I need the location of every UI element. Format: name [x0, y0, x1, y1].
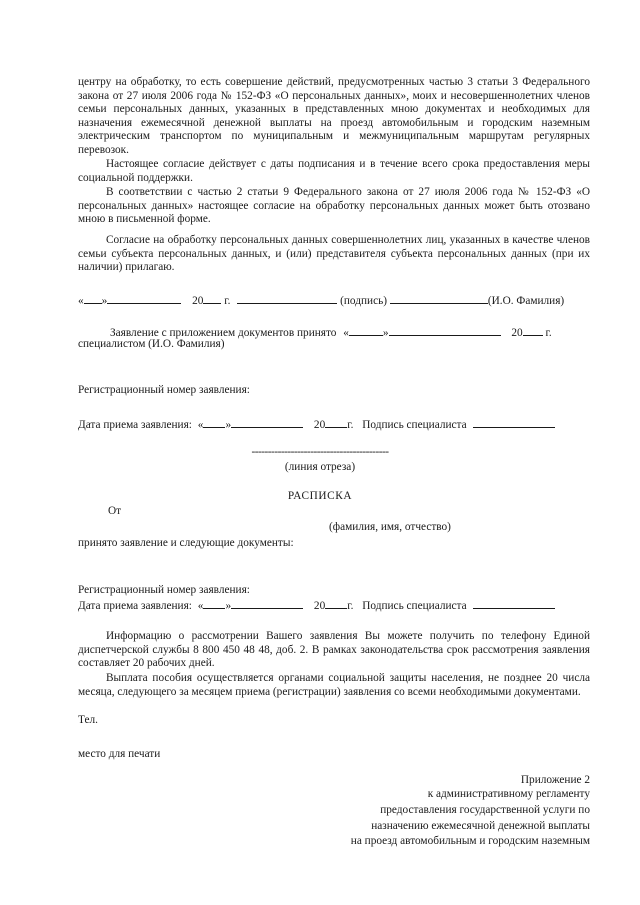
acceptance-specialist: специалистом (И.О. Фамилия): [78, 338, 225, 350]
receipt-registration-number-label: Регистрационный номер заявления:: [78, 584, 250, 596]
year-suffix: г.: [347, 600, 354, 612]
month-blank: [231, 597, 303, 609]
year-blank: [325, 597, 347, 609]
signature-label: (подпись): [340, 295, 388, 307]
year-prefix: 20: [313, 419, 326, 431]
quote-open: «: [197, 600, 204, 612]
appendix-line-5: на проезд автомобильным и городским наземным: [350, 835, 590, 847]
year-blank: [523, 324, 543, 336]
year-suffix: г.: [545, 327, 552, 339]
quote-close: »: [382, 327, 389, 339]
specialist-signature-label: Подпись специалиста: [362, 600, 467, 612]
appendix-line-4: назначению ежемесячной денежной выплаты: [371, 820, 590, 832]
registration-number-label: Регистрационный номер заявления:: [78, 384, 250, 396]
year-prefix: 20: [313, 600, 326, 612]
consent-paragraph-adults: Согласие на обработку персональных данных совершеннолетних лиц, указанных в качестве членов семьи субъекта персональных данных, и (или) представителя субъекта персональных данных (при их наличии) прилагаю.: [78, 234, 590, 274]
acceptance-text: Заявление с приложением документов принято: [110, 327, 337, 339]
receipt-phone-label: Тел.: [78, 714, 98, 726]
specialist-signature-blank: [473, 416, 555, 428]
specialist-signature-label: Подпись специалиста: [362, 419, 467, 431]
receipt-date-line: [78, 597, 590, 614]
quote-close: »: [225, 600, 232, 612]
day-blank: [203, 416, 225, 428]
day-blank: [84, 292, 102, 304]
appendix-line-1: Приложение 2: [520, 774, 590, 786]
specialist-signature-blank: [473, 597, 555, 609]
year-blank: [325, 416, 347, 428]
day-blank: [349, 324, 383, 336]
year-blank: [203, 292, 221, 304]
signature-blank: [237, 292, 337, 304]
name-label: (И.О. Фамилия): [487, 295, 565, 307]
receipt-fio-label: (фамилия, имя, отчество): [329, 521, 451, 533]
year-prefix: 20: [511, 327, 523, 339]
receipt-title: РАСПИСКА: [287, 490, 353, 502]
quote-open: «: [197, 419, 204, 431]
receipt-from-label: От: [108, 505, 122, 517]
consent-paragraph-validity: Настоящее согласие действует с даты подписания и в течение всего срока предоставления меры социальной поддержки.: [78, 158, 590, 184]
year-suffix: г.: [347, 419, 354, 431]
day-blank: [203, 597, 225, 609]
quote-close: »: [225, 419, 232, 431]
quote-close: »: [101, 295, 108, 307]
date-label: Дата приема заявления:: [78, 600, 192, 612]
name-blank: [390, 292, 488, 304]
year-suffix: г.: [224, 295, 231, 307]
appendix-line-2: к административному регламенту: [427, 788, 590, 800]
signature-line: [78, 292, 590, 309]
year-prefix: 20: [192, 295, 204, 307]
month-blank: [231, 416, 303, 428]
month-blank: [389, 324, 501, 336]
month-blank: [107, 292, 181, 304]
registration-date-line: [78, 416, 590, 433]
receipt-accepted-docs: принято заявление и следующие документы:: [78, 537, 294, 549]
consent-paragraph-revocation: В соответствии с частью 2 статьи 9 Федерального закона от 27 июля 2006 года № 152-ФЗ «О персональных данных» настоящее согласие на обработку персональных данных может быть отозвано мною в письменной форме.: [78, 186, 590, 226]
quote-open: «: [343, 327, 349, 339]
cut-line-label: (линия отреза): [284, 461, 356, 473]
cut-line: ------------------------------------------: [251, 446, 389, 458]
consent-paragraph-continuation: центру на обработку, то есть совершение действий, предусмотренных частью 3 статьи 3 Федерального закона от 27 июля 2006 года № 152-ФЗ «О персональных данных», моих и несовершеннолетних членов семьи персональных данных, указанных в представленных мною документах и необходимых для назначения ежемесячной денежной выплаты на проезд автомобильным и городским наземным электрическим транспортом по муниципальным и межмуниципальным маршрутам регулярных перевозок.: [78, 76, 590, 156]
date-label: Дата приема заявления:: [78, 419, 192, 431]
receipt-payment-paragraph: Выплата пособия осуществляется органами социальной защиты населения, не позднее 20 числа месяца, следующего за месяцем приема (регистрации) заявления со всеми необходимыми документами.: [78, 672, 590, 698]
quote-open: «: [78, 295, 84, 307]
receipt-info-paragraph: Информацию о рассмотрении Вашего заявления Вы можете получить по телефону Единой диспетчерской службы 8 800 450 48 48, доб. 2. В рамках законодательства срок рассмотрения заявления составляет 20 рабочих дней.: [78, 630, 590, 670]
appendix-line-3: предоставления государственной услуги по: [380, 804, 590, 816]
receipt-seal-place: место для печати: [78, 748, 161, 760]
